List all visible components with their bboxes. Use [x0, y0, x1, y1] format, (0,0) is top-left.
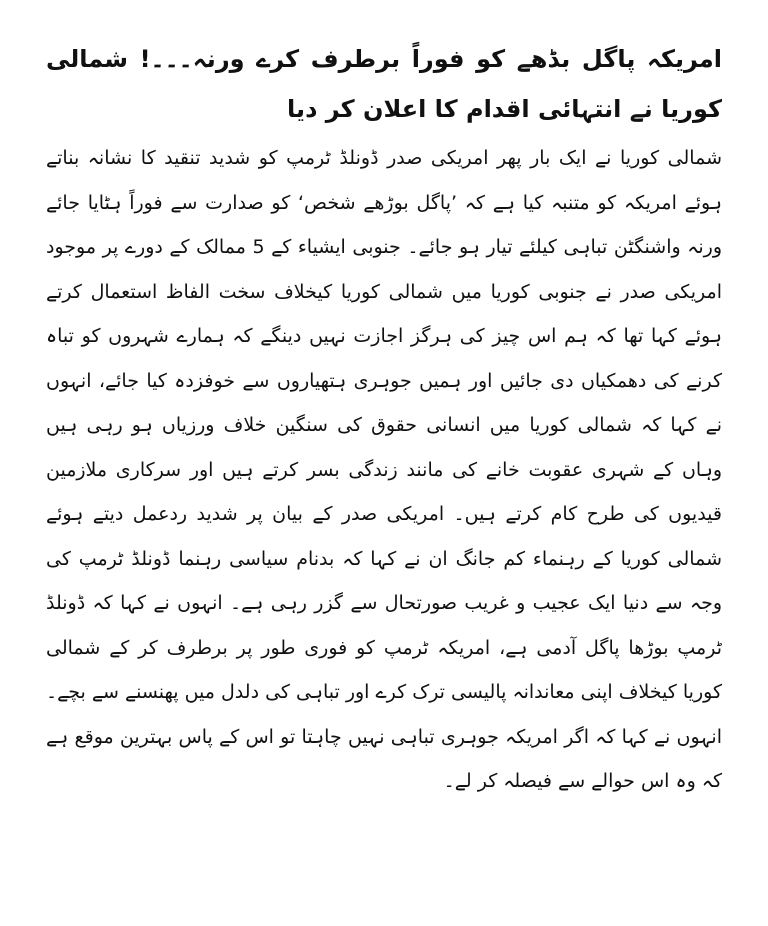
article-headline: امریکہ پاگل بڈھے کو فوراً برطرف کرے ورنہ۔۔۔! شمالی کوریا نے انتہائی اقدام کا اعلان کر دیا [46, 45, 722, 123]
article-body: شمالی کوریا نے ایک بار پھر امریکی صدر ڈونلڈ ٹرمپ کو شدید تنقید کا نشانہ بناتے ہوئے امریکہ کو متنبہ کیا ہے کہ ’پاگل بوڑھے شخص‘ کو صدارت سے فوراً ہٹایا جائے ورنہ واشنگٹن تباہی کیلئے تیار ہو جائے۔ جنوبی ایشیاء کے 5 ممالک کے دورے پر موجود امریکی صدر نے جنوبی کوریا میں شمالی کوریا کیخلاف سخت الفاظ استعمال کرتے ہوئے کہا تھا کہ ہم اس چیز کی ہرگز اجازت نہیں دینگے کہ ہمارے شہروں کو تباہ کرنے کی دھمکیاں دی جائیں اور ہمیں جوہری ہتھیاروں سے خوفزدہ کیا جائے، انہوں نے کہا کہ شمالی کوریا میں انسانی حقوق کی سنگین خلاف ورزیاں ہو رہی ہیں وہاں کے شہری عقوبت خانے کی مانند زندگی بسر کرتے ہیں اور سرکاری ملازمین قیدیوں کی طرح کام کرتے ہیں۔ امریکی صدر کے بیان پر شدید ردعمل دیتے ہوئے شمالی کوریا کے رہنماء کم جانگ ان نے کہا کہ بدنام سیاسی رہنما ڈونلڈ ٹرمپ کی وجہ سے دنیا ایک عجیب و غریب صورتحال سے گزر رہی ہے۔ انہوں نے کہا کہ ڈونلڈ ٹرمپ بوڑھا پاگل آدمی ہے، امریکہ ٹرمپ کو فوری طور پر برطرف کر کے شمالی کوریا کیخلاف اپنی معاندانہ پالیسی ترک کرے اور تباہی کی دلدل میں پھنسنے سے بچے۔ انہوں نے کہا کہ اگر امریکہ جوہری تباہی نہیں چاہتا تو اس کے پاس بہترین موقع ہے کہ وہ اس حوالے سے فیصلہ کر لے۔ [46, 147, 723, 792]
